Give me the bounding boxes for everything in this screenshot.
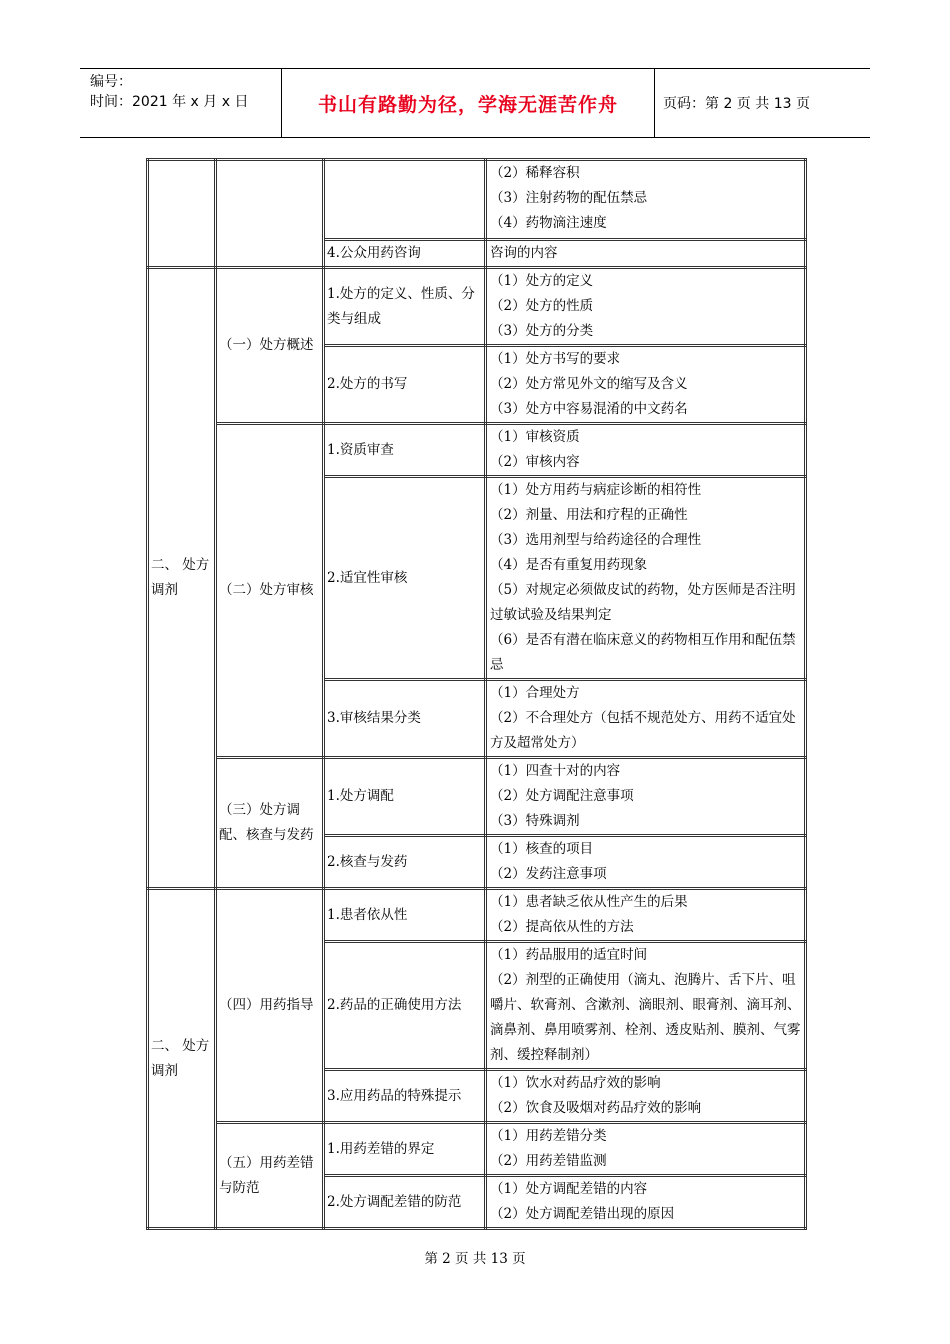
detail-cell	[486, 1176, 806, 1229]
detail-line: （1）处方用药与病症诊断的相符性	[490, 482, 702, 498]
detail-line: （4）药物滴注速度	[490, 215, 607, 231]
detail-line: （1）处方书写的要求	[490, 351, 621, 367]
detail-line: （2）处方常见外文的缩写及含义	[490, 376, 688, 392]
detail-line: （2）剂型的正确使用（滴丸、泡腾片、舌下片、咀嚼片、软膏剂、含漱剂、滴眼剂、眼膏剂、滴耳剂、滴鼻剂、鼻用喷雾剂、栓剂、透皮贴剂、膜剂、气雾剂、缓控释制剂）	[490, 972, 801, 1063]
detail-cell	[486, 268, 806, 346]
unit-cell: （二）处方审核	[216, 424, 324, 758]
syllabus-table	[146, 158, 807, 1230]
detail-line: （2）发药注意事项	[490, 866, 607, 882]
category-cell	[148, 160, 216, 268]
category-cell: 二、 处方调剂	[148, 889, 216, 1229]
detail-line: （1）处方的定义	[490, 273, 594, 289]
detail-line: （3）注射药物的配伍禁忌	[490, 190, 648, 206]
motto: 书山有路勤为径，学海无涯苦作舟	[282, 69, 655, 137]
page-info: 页码：第 2 页 共 13 页	[663, 96, 810, 112]
detail-cell	[486, 424, 806, 477]
page-header	[80, 68, 870, 138]
topic-cell: 1.处方调配	[324, 758, 486, 836]
detail-line: （1）核查的项目	[490, 841, 594, 857]
detail-line: （3）处方中容易混淆的中文药名	[490, 401, 688, 417]
topic-cell: 1.处方的定义、性质、分类与组成	[324, 268, 486, 346]
detail-cell	[486, 240, 806, 268]
unit-cell: （四）用药指导	[216, 889, 324, 1123]
topic-cell: 3.应用药品的特殊提示	[324, 1070, 486, 1123]
topic-cell: 4.公众用药咨询	[324, 240, 486, 268]
detail-line: （2）饮食及吸烟对药品疗效的影响	[490, 1100, 702, 1116]
detail-line: （2）提高依从性的方法	[490, 919, 634, 935]
table-row	[148, 424, 806, 477]
unit-cell: （一）处方概述	[216, 268, 324, 424]
unit-cell: （五）用药差错与防范	[216, 1123, 324, 1229]
detail-line: （6）是否有潜在临床意义的药物相互作用和配伍禁忌	[490, 632, 796, 673]
detail-cell	[486, 942, 806, 1070]
detail-line: （4）是否有重复用药现象	[490, 557, 648, 573]
detail-line: （2）稀释容积	[490, 165, 580, 181]
table-row	[148, 268, 806, 346]
topic-cell: 2.核查与发药	[324, 836, 486, 889]
detail-line: （1）用药差错分类	[490, 1128, 607, 1144]
detail-line: （1）四查十对的内容	[490, 763, 621, 779]
detail-line: （5）对规定必须做皮试的药物，处方医师是否注明过敏试验及结果判定	[490, 582, 796, 623]
time-label: 时间：2021 年 x 月 x 日	[90, 94, 249, 110]
detail-line: （2）处方调配差错出现的原因	[490, 1206, 675, 1222]
topic-cell: 3.审核结果分类	[324, 680, 486, 758]
detail-line: （1）审核资质	[490, 429, 580, 445]
detail-line: （2）剂量、用法和疗程的正确性	[490, 507, 688, 523]
detail-line: （1）合理处方	[490, 685, 580, 701]
topic-cell: 2.适宜性审核	[324, 477, 486, 680]
detail-cell	[486, 758, 806, 836]
header-meta	[80, 69, 282, 137]
topic-cell: 2.处方调配差错的防范	[324, 1176, 486, 1229]
detail-line: （2）不合理处方（包括不规范处方、用药不适宜处方及超常处方）	[490, 710, 796, 751]
detail-line: （2）审核内容	[490, 454, 580, 470]
topic-cell: 1.资质审查	[324, 424, 486, 477]
detail-cell	[486, 1070, 806, 1123]
table-row	[148, 1123, 806, 1176]
detail-line: （1）患者缺乏依从性产生的后果	[490, 894, 688, 910]
detail-cell	[486, 1123, 806, 1176]
detail-line: （2）处方调配注意事项	[490, 788, 634, 804]
detail-line: （1）饮水对药品疗效的影响	[490, 1075, 661, 1091]
serial-label: 编号：	[90, 74, 132, 90]
detail-line: （3）选用剂型与给药途径的合理性	[490, 532, 702, 548]
detail-line: （3）特殊调剂	[490, 813, 580, 829]
table-row	[148, 758, 806, 836]
detail-cell	[486, 477, 806, 680]
detail-line: （2）处方的性质	[490, 298, 594, 314]
detail-cell	[486, 889, 806, 942]
detail-line: （1）处方调配差错的内容	[490, 1181, 648, 1197]
detail-cell	[486, 680, 806, 758]
table-row	[148, 889, 806, 942]
detail-cell	[486, 346, 806, 424]
detail-line: （2）用药差错监测	[490, 1153, 607, 1169]
category-cell: 二、 处方调剂	[148, 268, 216, 889]
detail-cell	[486, 836, 806, 889]
unit-cell	[216, 160, 324, 268]
topic-cell: 2.药品的正确使用方法	[324, 942, 486, 1070]
topic-cell: 1.用药差错的界定	[324, 1123, 486, 1176]
detail-line: 咨询的内容	[490, 245, 558, 261]
topic-cell: 2.处方的书写	[324, 346, 486, 424]
unit-cell: （三）处方调配、核查与发药	[216, 758, 324, 889]
page-footer: 第 2 页 共 13 页	[424, 1251, 526, 1267]
detail-line: （1）药品服用的适宜时间	[490, 947, 648, 963]
topic-cell: 1.患者依从性	[324, 889, 486, 942]
detail-line: （3）处方的分类	[490, 323, 594, 339]
table-row	[148, 160, 806, 240]
topic-cell	[324, 160, 486, 240]
detail-cell	[486, 160, 806, 240]
